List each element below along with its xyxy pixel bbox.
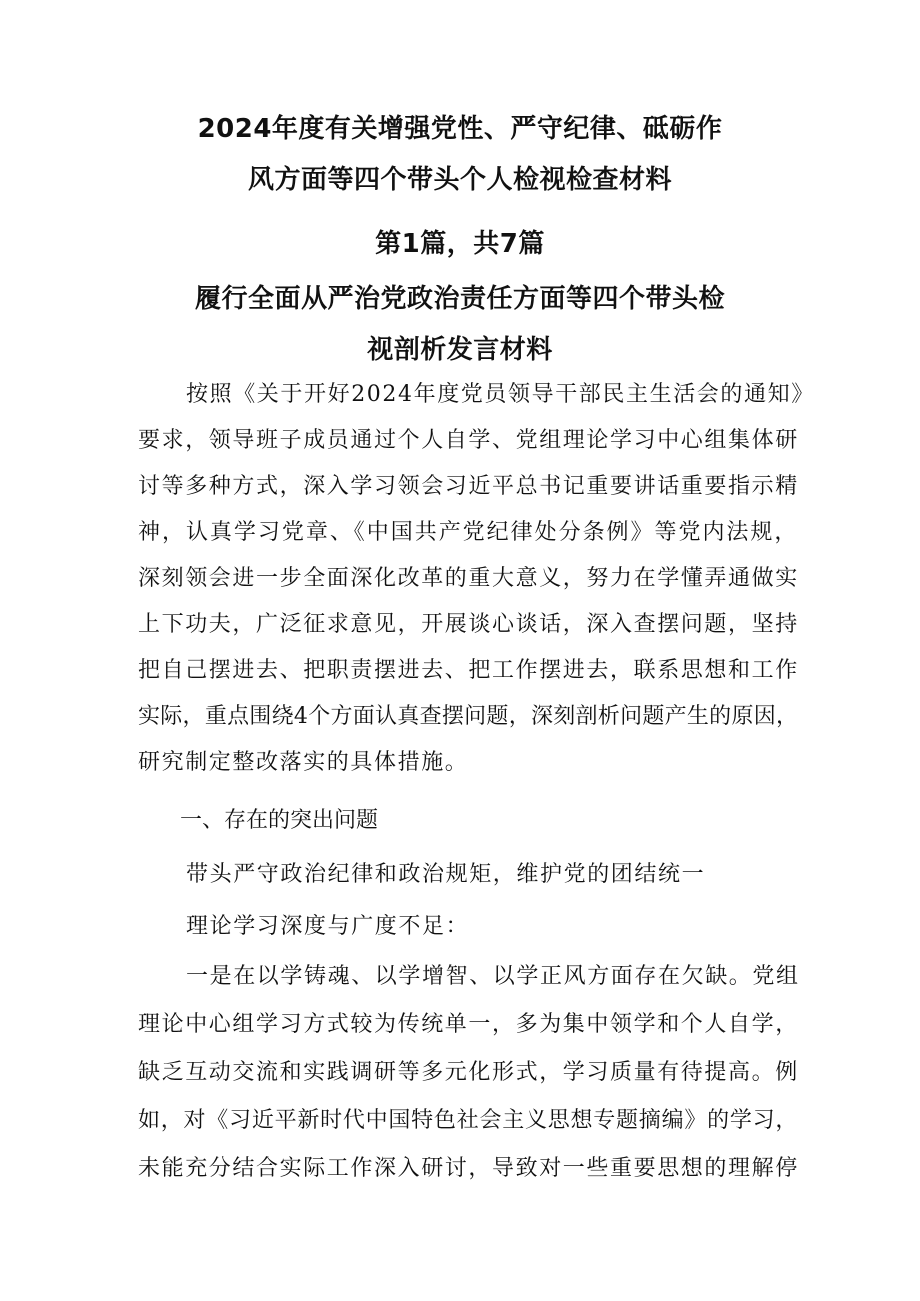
- document-title-line-1: 2024年度有关增强党性、严守纪律、砥砺作: [197, 114, 723, 144]
- sub-heading: 理论学习深度与广度不足：: [186, 914, 470, 939]
- paragraph-line: 讨等多种方式，深入学习领会习近平总书记重要讲话重要指示精: [138, 474, 799, 499]
- paragraph-line: 理论中心组学习方式较为传统单一，多为集中领学和个人自学，: [138, 1012, 799, 1037]
- paragraph-line: 一是在以学铸魂、以学增智、以学正风方面存在欠缺。党组: [186, 964, 800, 989]
- document-title-line-2: 风方面等四个带头个人检视检查材料: [247, 165, 672, 195]
- paragraph-line: 缺乏互动交流和实践调研等多元化形式，学习质量有待提高。例: [138, 1060, 799, 1085]
- paragraph-line: 把自己摆进去、把职责摆进去、把工作摆进去，联系思想和工作: [138, 658, 799, 683]
- section-heading: 一、存在的突出问题: [180, 808, 379, 833]
- paragraph-line: 神，认真学习党章、《中国共产党纪律处分条例》等党内法规，: [138, 520, 798, 545]
- paragraph-line: 要求，领导班子成员通过个人自学、党组理论学习中心组集体研: [138, 428, 799, 453]
- paragraph-line: 上下功夫，广泛征求意见，开展谈心谈话，深入查摆问题，坚持: [138, 612, 799, 637]
- paragraph-line: 按照《关于开好2024年度党员领导干部民主生活会的通知》: [186, 382, 815, 407]
- subtitle-line-1: 履行全面从严治党政治责任方面等四个带头检: [194, 284, 725, 314]
- paragraph-line: 如，对《习近平新时代中国特色社会主义思想专题摘编》的学习，: [138, 1108, 798, 1133]
- paragraph-line: 未能充分结合实际工作深入研讨，导致对一些重要思想的理解停: [138, 1156, 799, 1181]
- paragraph-line: 深刻领会进一步全面深化改革的重大意义，努力在学懂弄通做实: [138, 566, 799, 591]
- paragraph-line-last: 研究制定整改落实的具体措施。: [138, 750, 469, 775]
- item-heading: 带头严守政治纪律和政治规矩，维护党的团结统一: [186, 862, 706, 887]
- part-label: 第1篇，共7篇: [375, 229, 545, 259]
- paragraph-line: 实际，重点围绕4个方面认真查摆问题，深刻剖析问题产生的原因，: [138, 704, 798, 729]
- subtitle-line-2: 视剖析发言材料: [367, 335, 553, 365]
